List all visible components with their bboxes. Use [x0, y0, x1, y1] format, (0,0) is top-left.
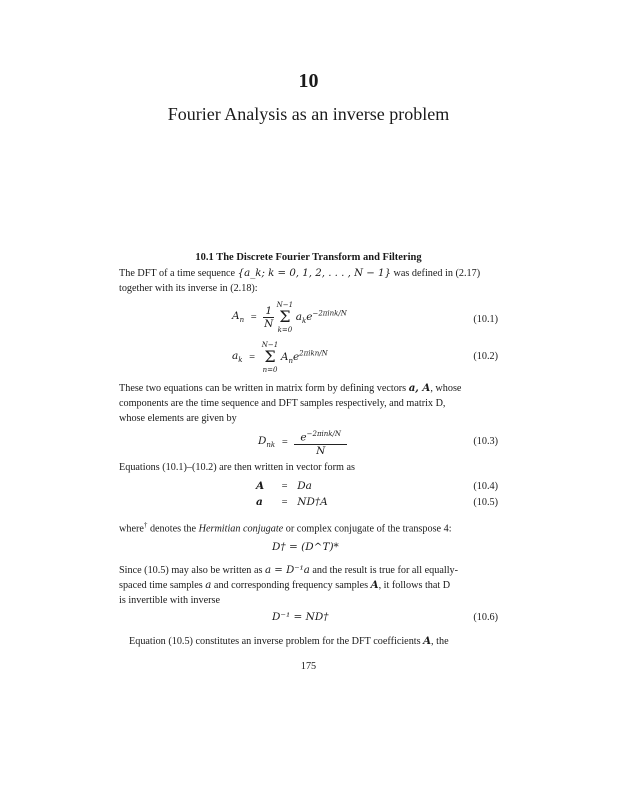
paragraph-inverse-problem: Equation (10.5) constitutes an inverse problem for the DFT coefficients A, the — [129, 635, 449, 647]
paragraph-hermitian: where† denotes the Hermitian conjugate or complex conjugate of the transpose 4: — [119, 521, 452, 535]
equation-10-4: A = Da — [256, 480, 312, 492]
sequence-math: {a_k; k = 0, 1, 2, . . . , N − 1} — [237, 268, 391, 279]
paragraph-line: These two equations can be written in matrix form by defining vectors a, A, whose — [119, 382, 462, 394]
hermitian-term: Hermitian conjugate — [198, 523, 284, 535]
section-heading: 10.1 The Discrete Fourier Transform and Filtering — [195, 252, 422, 263]
equation-number: (10.4) — [473, 481, 498, 492]
equation-number: (10.2) — [473, 351, 498, 362]
chapter-number: 10 — [298, 70, 319, 92]
equation-10-6: D⁻¹ = ND† — [272, 611, 329, 623]
paragraph-line: components are the time sequence and DFT samples respectively, and matrix D, — [119, 398, 446, 409]
equation-10-2: $a_k = N-1$ Σ n=0 $A_ne^{2\pi ikn/N}$ — [232, 341, 328, 374]
paragraph-vector-form: Equations (10.1)–(10.2) are then written in vector form as — [119, 462, 355, 473]
paragraph-matrix-form — [119, 381, 498, 426]
equation-number: (10.1) — [473, 314, 498, 325]
paragraph-invertible: Since (10.5) may also be written as a = D⁻¹a and the result is true for all equally- spaced time samples a and corresponding frequency samples A, it follows that D is invertible with inverse — [119, 565, 459, 606]
page-number: 175 — [300, 661, 317, 672]
paragraph-line: whose elements are given by — [119, 413, 237, 424]
paragraph-intro — [119, 266, 498, 296]
equation-10-5: a = ND†A — [256, 496, 328, 508]
paragraph-line: The DFT of a time sequence {a_k; k = 0, 1, 2, . . . , N − 1} was defined in (2.17) — [119, 268, 481, 279]
equation-number: (10.6) — [473, 612, 498, 623]
equation-10-3: $D_{nk}$ = $\frac{e^{-2\pi ink/N}}{N}$ — [258, 428, 347, 457]
equation-hermitian: D† = (D^T)* — [272, 541, 339, 553]
chapter-title: Fourier Analysis as an inverse problem — [167, 104, 450, 124]
equation-10-1: $A_n$ = $\frac{1}{N}$ N−1 Σ k=0 $a_ke^{-2\pi ink/N}$ — [232, 301, 347, 334]
paragraph-line: together with its inverse in (2.18): — [119, 283, 258, 294]
equation-number: (10.3) — [473, 436, 498, 447]
equation-number: (10.5) — [473, 497, 498, 508]
